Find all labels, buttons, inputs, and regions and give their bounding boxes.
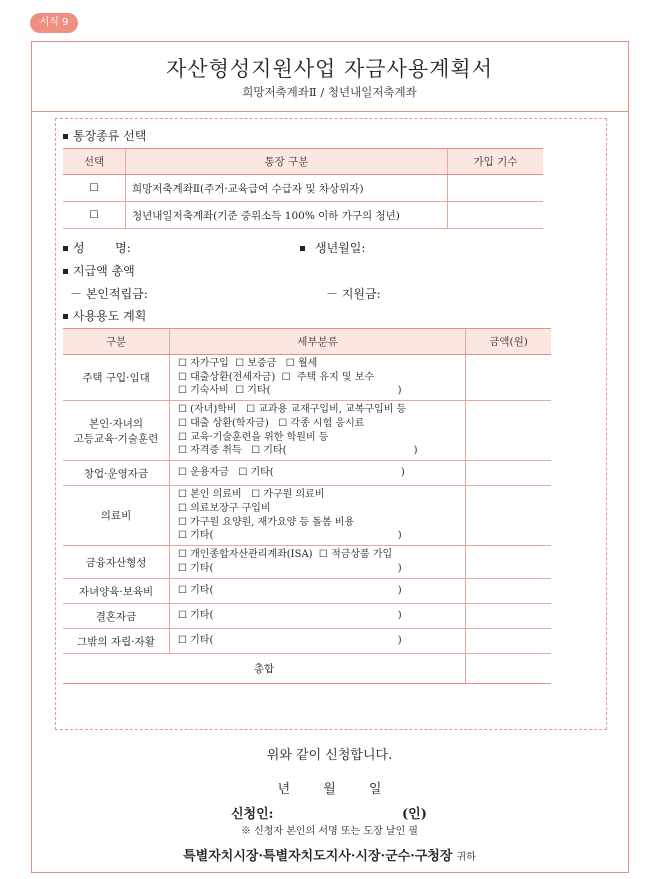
usage-detail-option[interactable]: ☐ 개인종합자산관리계좌(ISA) ☐ 적금상품 가입 [178,549,393,561]
usage-row [63,486,551,546]
usage-detail-option[interactable]: ☐ 기타( ) [178,530,402,542]
usage-category [63,629,170,654]
applicant-label[interactable]: 신청인: [231,807,274,822]
usage-category-line: 결혼자금 [95,610,137,623]
total-amount-cell[interactable] [466,654,552,684]
usage-detail-option[interactable]: ☐ 대출 상환(학자금) ☐ 각종 시험 응시료 [178,417,365,429]
usage-amount-cell[interactable] [466,486,552,546]
col-term: 가입 기수 [448,149,544,175]
col-select: 선택 [63,149,126,175]
account-type-label: 청년내일저축계좌(기준 중위소득 100% 이하 가구의 청년) [126,202,448,229]
usage-detail-option[interactable]: ☐ 가구원 요양원, 재가요양 등 돌봄 비용 [178,516,355,528]
usage-detail-options [170,355,466,401]
recipient-suffix: 귀하 [456,852,476,863]
birthdate-field[interactable]: 생년월일: [300,239,365,256]
usage-category-line: 주택 구입·임대 [82,372,150,384]
usage-amount-cell[interactable] [466,355,552,401]
account-checkbox[interactable]: ☐ [63,175,126,202]
usage-detail-option[interactable]: ☐ 자가구입 ☐ 보증금 ☐ 월세 [178,358,318,370]
usage-category-line: 본인·자녀의 [88,417,144,430]
usage-category [63,546,170,579]
usage-row [63,401,551,461]
support-amount-field[interactable]: － 지원금: [326,287,381,301]
usage-row [63,546,551,579]
col-detail: 세부분류 [170,329,466,355]
account-type-table [63,148,543,229]
usage-category-line: 자녀양육·보육비 [78,585,154,598]
usage-row [63,461,551,486]
usage-amount-cell[interactable] [466,546,552,579]
usage-detail-option[interactable]: ☐ 운용자금 ☐ 기타( ) [178,467,405,479]
usage-detail-option[interactable]: ☐ (자녀)학비 ☐ 교과용 교재구입비, 교복구입비 등 [178,404,407,416]
account-term-cell[interactable] [448,202,544,229]
total-amount-heading: 지급액 총액 [63,262,135,279]
usage-amount-cell[interactable] [466,461,552,486]
usage-detail-option[interactable]: ☐ 기타( ) [178,563,402,574]
account-term-cell[interactable] [448,175,544,202]
usage-detail-options [170,546,466,579]
total-label: 총합 [63,654,466,684]
bullet-square-icon [63,269,68,274]
usage-detail-option[interactable]: ☐ 기숙사비 ☐ 기타( ) [178,385,402,397]
col-account-type: 통장 구분 [126,149,448,175]
account-row [63,175,543,202]
usage-amount-cell[interactable] [466,604,552,629]
account-section-heading: 통장종류 선택 [63,127,146,144]
usage-section-heading: 사용용도 계획 [63,307,146,324]
usage-category-line: 창업·운영자금 [83,467,149,480]
usage-detail-option[interactable]: ☐ 기타( ) [178,635,402,647]
usage-category [63,355,170,401]
usage-category-line: 고등교육·기술훈련 [73,432,159,445]
usage-detail-option[interactable]: ☐ 대출상환(전세자금) ☐ 주택 유지 및 보수 [178,371,375,383]
usage-category [63,604,170,629]
usage-detail-options [170,604,466,629]
usage-detail-option[interactable]: ☐ 본인 의료비 ☐ 가구원 의료비 [178,489,325,501]
usage-plan-table [63,328,551,684]
usage-category [63,401,170,461]
bullet-square-icon [63,134,68,139]
usage-category [63,461,170,486]
usage-category-line: 의료비 [100,510,132,522]
usage-detail-options [170,579,466,604]
usage-amount-cell[interactable] [466,579,552,604]
account-row [63,202,543,229]
usage-row [63,629,551,654]
seal-mark: (인) [402,807,427,822]
col-amount: 금액(원) [466,329,552,355]
own-savings-field[interactable]: － 본인적립금: [70,287,148,301]
recipient-line [0,845,659,864]
signature-note: ※ 신청자 본인의 서명 또는 도장 날인 필 [240,826,419,837]
application-statement: 위와 같이 신청합니다. [266,748,393,763]
usage-row [63,579,551,604]
title-divider [32,111,628,112]
usage-detail-option[interactable]: ☐ 자격증 취득 ☐ 기타( ) [178,445,418,457]
usage-detail-options [170,401,466,461]
usage-category-line: 금융자산형성 [85,556,147,569]
date-line[interactable]: 년 월 일 [277,782,382,797]
usage-detail-option[interactable]: ☐ 기타( ) [178,610,402,622]
usage-detail-options [170,486,466,546]
usage-detail-option[interactable]: ☐ 의료보장구 구입비 [178,502,271,514]
bullet-square-icon [63,246,68,251]
name-field[interactable]: 성 명: [63,239,131,256]
usage-amount-cell[interactable] [466,629,552,654]
usage-detail-option[interactable]: ☐ 교육·기술훈련을 위한 학원비 등 [178,431,329,443]
usage-detail-option[interactable]: ☐ 기타( ) [178,585,402,597]
usage-detail-options [170,629,466,654]
usage-category [63,579,170,604]
col-category: 구분 [63,329,170,355]
usage-detail-options [170,461,466,486]
page-subtitle: 희망저축계좌Ⅱ / 청년내일저축계좌 [242,85,417,99]
page-title: 자산형성지원사업 자금사용계획서 [166,57,493,81]
recipient-name: 특별자치시장·특별자치도지사·시장·군수·구청장 [183,849,453,864]
usage-category [63,486,170,546]
usage-amount-cell[interactable] [466,401,552,461]
bullet-square-icon [63,314,68,319]
usage-category-line: 그밖의 자립·자활 [77,635,155,648]
bullet-square-icon [300,246,305,251]
account-checkbox[interactable]: ☐ [63,202,126,229]
account-type-label: 희망저축계좌Ⅱ(주거·교육급여 수급자 및 차상위자) [126,175,448,202]
form-number-badge: 서식 9 [30,13,78,33]
usage-row [63,355,551,401]
usage-row [63,604,551,629]
